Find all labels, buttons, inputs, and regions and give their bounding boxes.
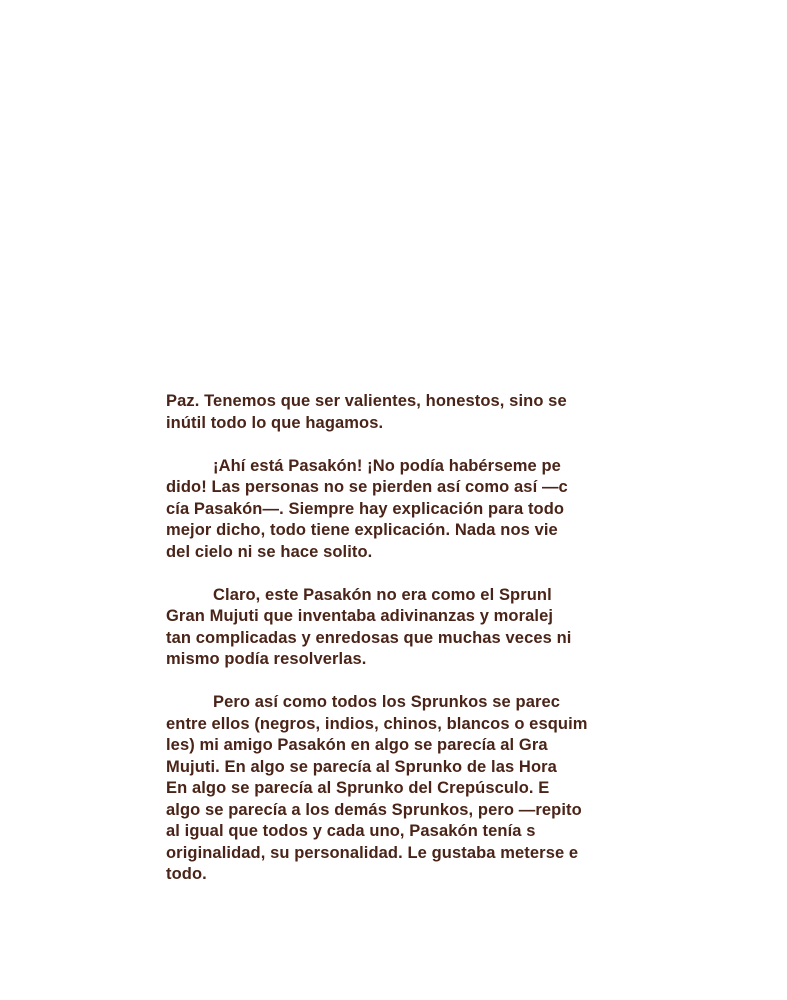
page-text-block	[166, 391, 591, 881]
paragraph-3	[166, 585, 591, 671]
text-line: todo.	[166, 865, 207, 881]
text-line: cía Pasakón—. Siempre hay explicación para todo	[166, 499, 565, 518]
text-line: Paz. Tenemos que ser valientes, honestos, sino se	[166, 392, 567, 410]
paragraph-1	[166, 391, 591, 434]
text-line: Gran Mujuti que inventaba adivinanzas y moralej	[166, 607, 554, 625]
text-line: dido! Las personas no se pierden así como así —c	[166, 478, 568, 496]
text-line: En algo se parecía al Sprunko del Crepúsculo. E	[166, 779, 550, 797]
text-line: tan complicadas y enredosas que muchas veces ni	[166, 628, 572, 647]
text-line: al igual que todos y cada uno, Pasakón tenía s	[166, 822, 536, 840]
paragraph-2	[166, 456, 591, 564]
text-line: Pero así como todos los Sprunkos se parec	[213, 693, 561, 711]
text-line: mejor dicho, todo tiene explicación. Nada nos vie	[166, 521, 558, 539]
text-line: algo se parecía a los demás Sprunkos, pero —repito	[166, 800, 582, 819]
text-line: mismo podía resolverlas.	[166, 650, 367, 668]
text-line: Mujuti. En algo se parecía al Sprunko de las Hora	[166, 757, 557, 776]
text-line: del cielo ni se hace solito.	[166, 542, 373, 561]
text-line: Claro, este Pasakón no era como el Sprunl	[213, 585, 552, 604]
text-line: ¡Ahí está Pasakón! ¡No podía habérseme pe	[213, 456, 561, 475]
text-line: inútil todo lo que hagamos.	[166, 413, 384, 432]
text-line: les) mi amigo Pasakón en algo se parecía al Gra	[166, 736, 548, 754]
text-line: entre ellos (negros, indios, chinos, blancos o esquim	[166, 714, 588, 733]
paragraph-4	[166, 692, 591, 881]
text-line: originalidad, su personalidad. Le gustaba meterse e	[166, 843, 579, 862]
